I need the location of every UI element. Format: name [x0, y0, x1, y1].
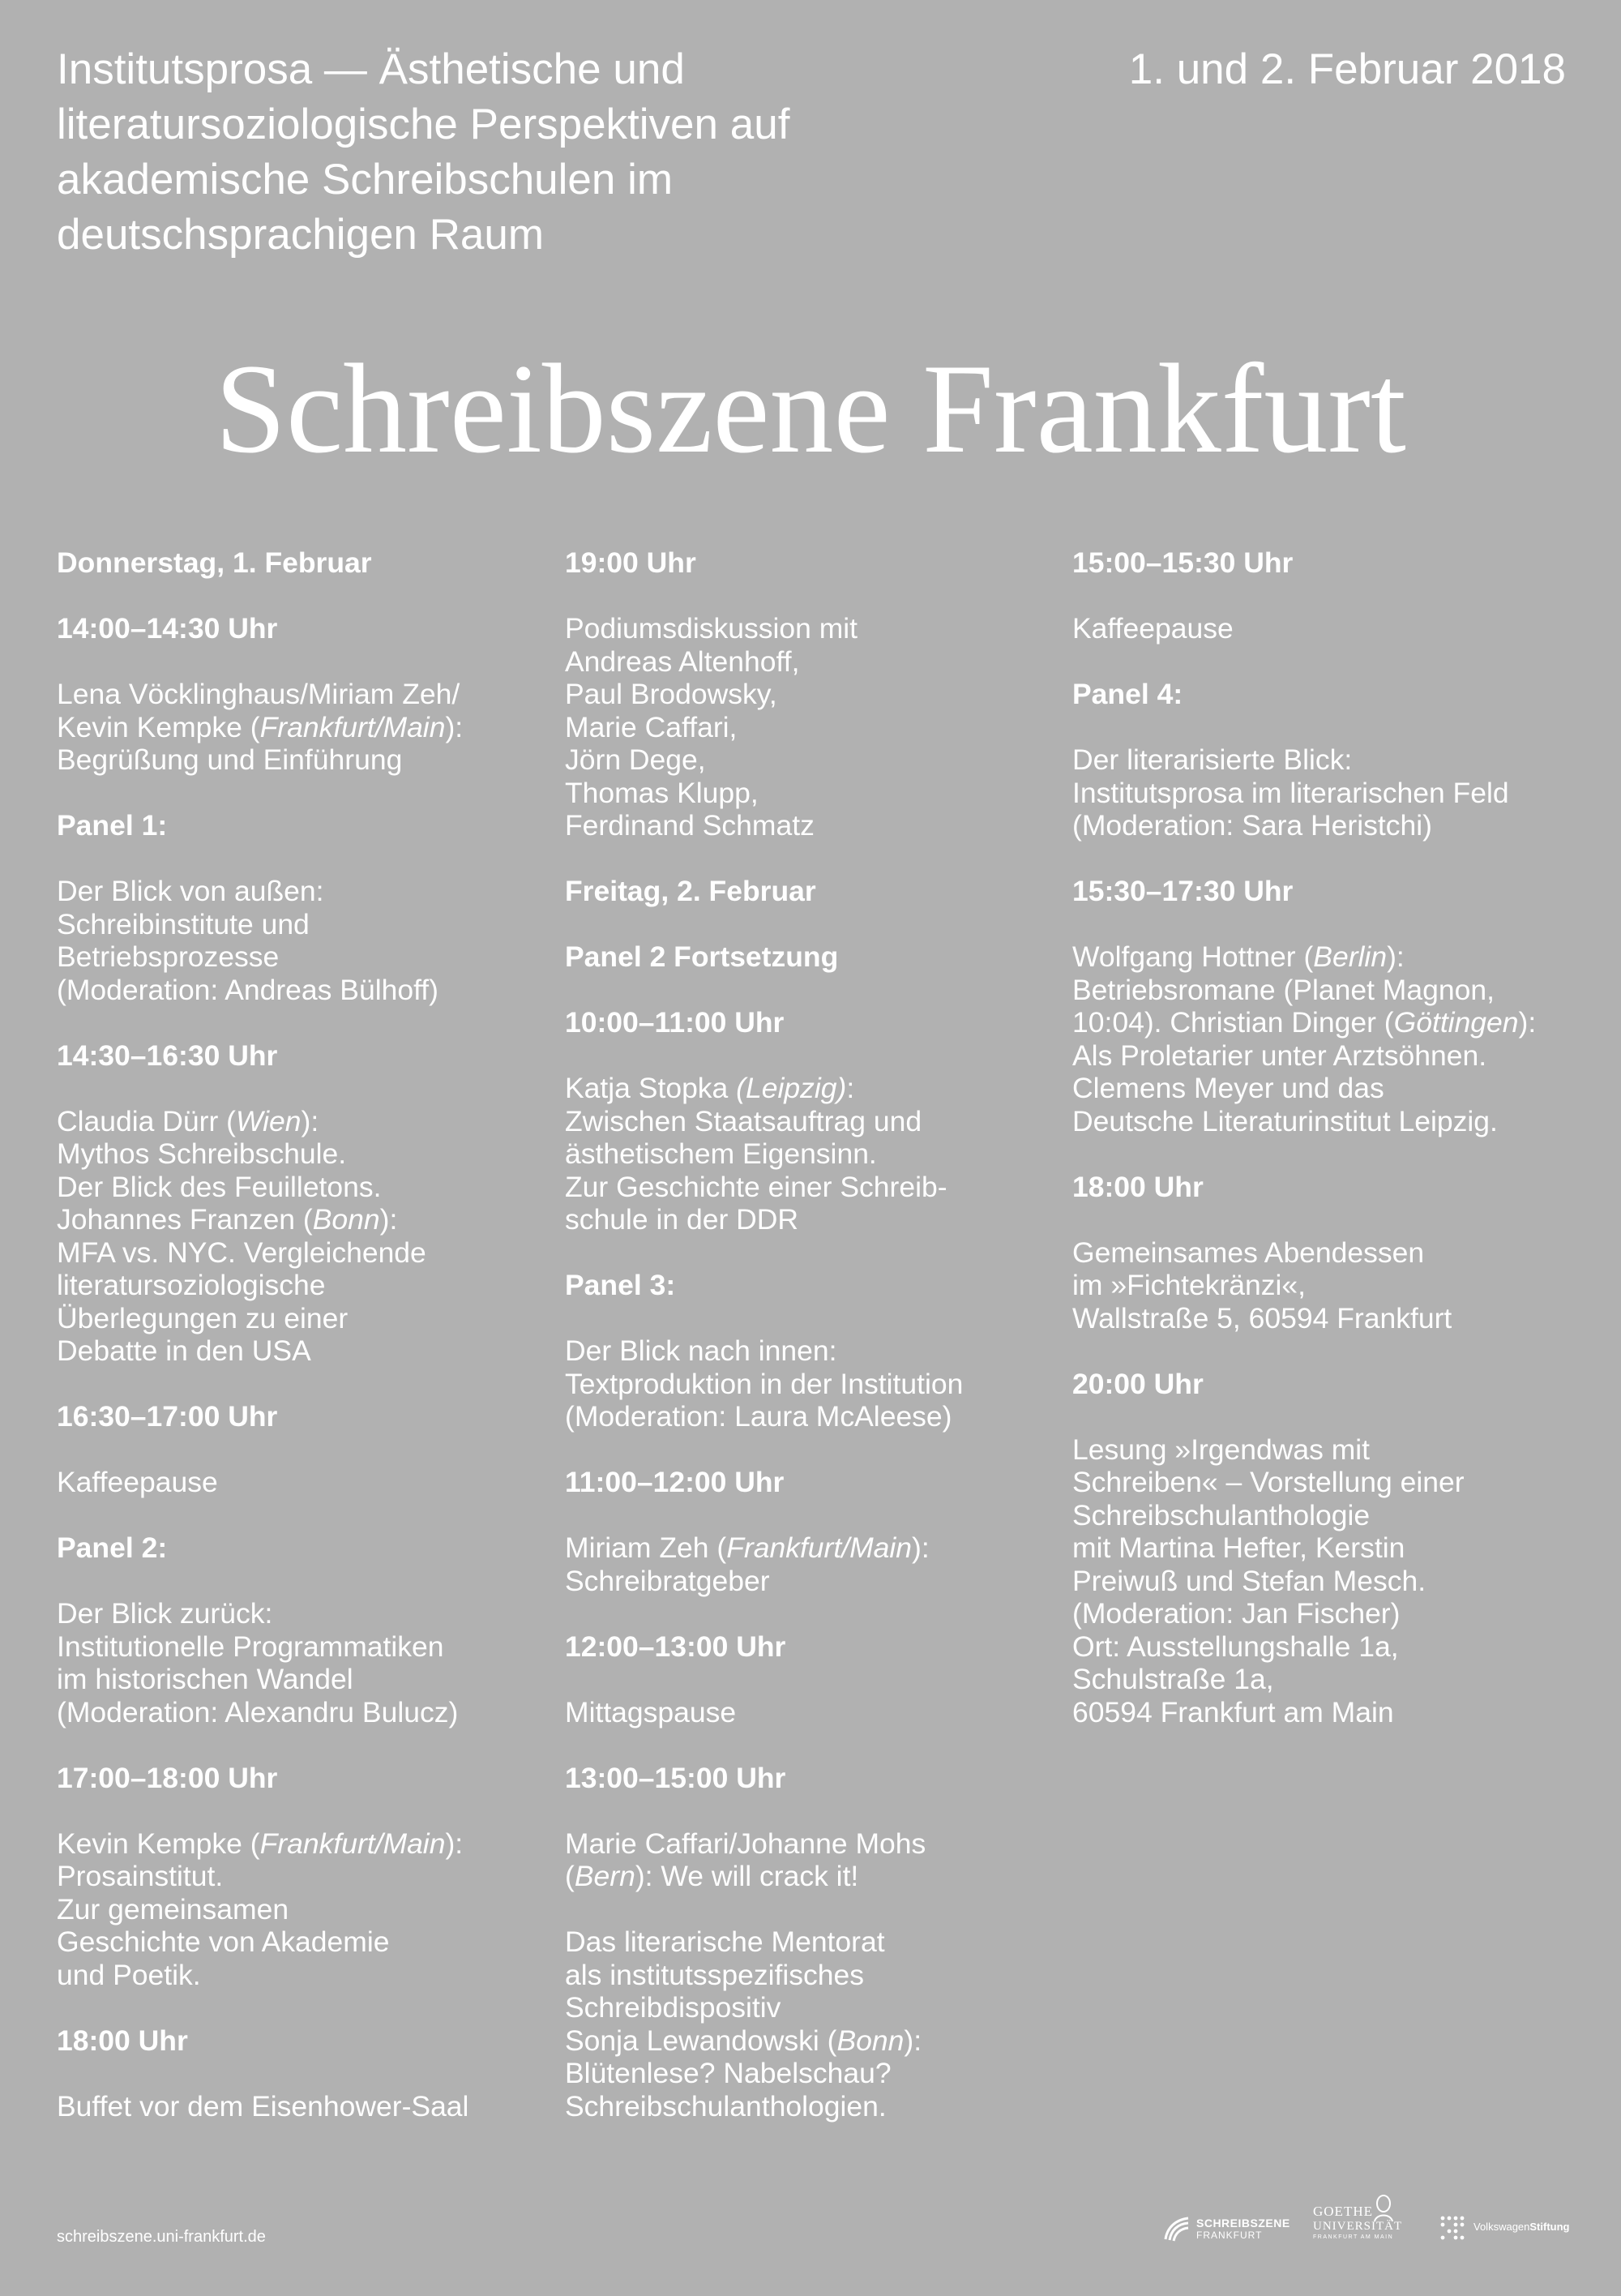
program-entry: Lesung »Irgendwas mit Schreiben« – Vorstellung einer Schreibschulanthologie mit Martina Hefter, Kerstin Preiwuß und Stefan Mesch. (Moderation: Jan Fischer) Ort: Ausstellungshalle 1a, Schulstraße 1a, 60594 Frankfurt am Main [1072, 1433, 1465, 1728]
panel-heading: Panel 2: [57, 1531, 168, 1564]
program-entry: Claudia Dürr (Wien): Mythos Schreibschule. Der Blick des Feuilletons. Johannes Franzen (Bonn): MFA vs. NYC. Vergleichende literatursoziologische Überlegungen zu einer Debatte in den USA [57, 1104, 426, 1367]
time-slot: 12:00–13:00 Uhr [565, 1630, 786, 1663]
time-slot: 13:00–15:00 Uhr [565, 1761, 786, 1794]
program-entry: Kaffeepause [57, 1466, 218, 1498]
program-entry: Das literarische Mentorat als institutsspezifisches Schreibdispositiv Sonja Lewandowski (Bonn): Blütenlese? Nabelschau? Schreibschulanthologien. [565, 1925, 922, 2123]
program-entry: Katja Stopka (Leipzig): Zwischen Staatsauftrag und ästhetischem Eigensinn. Zur Geschichte einer Schreib- schule in der DDR [565, 1072, 947, 1236]
time-slot: 18:00 Uhr [57, 2024, 188, 2057]
program-entry: Buffet vor dem Eisenhower-Saal [57, 2089, 469, 2123]
page-title: Schreibszene Frankfurt [215, 338, 1406, 480]
goethe-university-logo: GOETHE UNIVERSITÄT FRANKFURT AM MAIN [1313, 2194, 1402, 2242]
time-slot: 18:00 Uhr [1072, 1170, 1204, 1203]
program-entry: Miriam Zeh (Frankfurt/Main): Schreibratgeber [565, 1531, 930, 1597]
program-entry: Podiumsdiskussion mit Andreas Altenhoff, Paul Brodowsky, Marie Caffari, Jörn Dege, Thomas Klupp, Ferdinand Schmatz [565, 612, 858, 842]
program-entry: Kaffeepause [1072, 612, 1234, 645]
volkswagen-stiftung-logo: VolkswagenStiftung [1438, 2213, 1568, 2242]
time-slot: 10:00–11:00 Uhr [565, 1006, 785, 1039]
time-slot: 20:00 Uhr [1072, 1367, 1204, 1400]
program-entry: Der Blick nach innen: Textproduktion in der Institution (Moderation: Laura McAleese) [565, 1334, 964, 1433]
panel-heading: Panel 4: [1072, 678, 1183, 710]
time-slot: 14:00–14:30 Uhr [57, 612, 278, 645]
panel-heading: Panel 1: [57, 809, 168, 842]
program-entry: Gemeinsames Abendessen im »Fichtekränzi«, Wallstraße 5, 60594 Frankfurt [1072, 1236, 1452, 1334]
program-entry: Kevin Kempke (Frankfurt/Main): Prosainstitut. Zur gemeinsamen Geschichte von Akademie und Poetik. [57, 1827, 464, 1991]
program-column-1 [57, 546, 559, 2156]
time-slot: 16:30–17:00 Uhr [57, 1400, 278, 1433]
event-subtitle: Institutsprosa — Ästhetische und literatursoziologische Perspektiven auf akademische Schreibschulen im deutschsprachigen Raum [57, 45, 790, 259]
schreibszene-icon [1161, 2212, 1193, 2244]
time-slot: 11:00–12:00 Uhr [565, 1466, 785, 1498]
program-entry: Der Blick von außen: Schreibinstitute und Betriebsprozesse (Moderation: Andreas Bülhoff) [57, 875, 438, 1006]
volkswagen-stiftung-icon [1438, 2213, 1467, 2242]
day-heading: Freitag, 2. Februar [565, 875, 816, 907]
panel-heading: Panel 2 Fortsetzung [565, 940, 839, 973]
program-entry: Wolfgang Hottner (Berlin): Betriebsromane (Planet Magnon, 10:04). Christian Dinger (Göttingen): Als Proletarier unter Arztsöhnen. Clemens Meyer und das Deutsche Literaturinstitut Leipzig. [1072, 940, 1537, 1137]
goethe-portrait-icon [1371, 2194, 1396, 2221]
program-column-2 [565, 546, 1067, 2156]
time-slot: 19:00 Uhr [565, 546, 696, 579]
event-date: 1. und 2. Februar 2018 [1128, 45, 1566, 93]
schreibszene-logo: SCHREIBSZENE FRANKFURT [1161, 2212, 1290, 2244]
time-slot: 17:00–18:00 Uhr [57, 1761, 278, 1794]
panel-heading: Panel 3: [565, 1269, 676, 1301]
time-slot: 15:00–15:30 Uhr [1072, 546, 1294, 579]
program-column-3 [1072, 546, 1575, 1762]
day-heading: Donnerstag, 1. Februar [57, 546, 372, 579]
time-slot: 14:30–16:30 Uhr [57, 1039, 278, 1072]
program-entry: Marie Caffari/Johanne Mohs (Bern): We will crack it! [565, 1827, 926, 1892]
program-entry: Lena Vöcklinghaus/Miriam Zeh/ Kevin Kempke (Frankfurt/Main): Begrüßung und Einführung [57, 678, 464, 776]
program-entry: Der Blick zurück: Institutionelle Programmatiken im historischen Wandel (Moderation: Alexandru Bulucz) [57, 1597, 459, 1728]
program-entry: Mittagspause [565, 1695, 737, 1728]
website-link[interactable]: schreibszene.uni-frankfurt.de [57, 2228, 266, 2246]
program-entry: Der literarisierte Blick: Institutsprosa im literarischen Feld (Moderation: Sara Heristchi) [1072, 743, 1509, 842]
time-slot: 15:30–17:30 Uhr [1072, 875, 1294, 907]
